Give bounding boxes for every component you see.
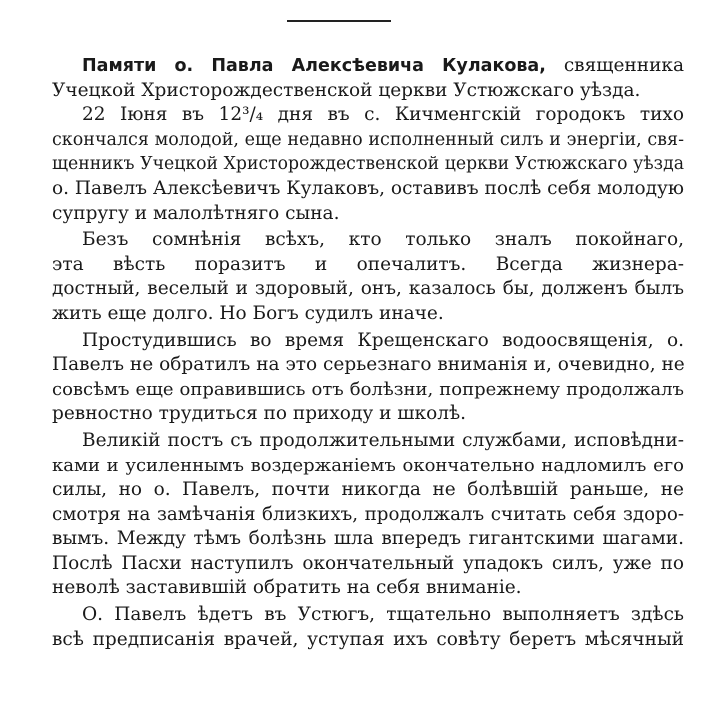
paragraph-line: Послѣ Пасхи наступилъ окончательный упадокъ силъ, уже по xyxy=(52,552,684,574)
paragraph-line: достный, веселый и здоровый, онъ, казалось бы, долженъ былъ xyxy=(52,278,684,300)
paragraph-1 xyxy=(52,103,684,226)
paragraph-line: О. Павелъ ѣдетъ въ Устюгъ, тщательно выполняетъ здѣсь xyxy=(82,604,684,626)
paragraph-line: Простудившись во время Крещенскаго водоосвященія, о. xyxy=(82,329,684,351)
paragraph-line: вымъ. Между тѣмъ болѣзнь шла впередъ гигантскими шагами. xyxy=(52,528,684,550)
paragraph-line: смотря на замѣчанія близкихъ, продолжалъ считать себя здоро- xyxy=(52,503,684,525)
paragraph-5 xyxy=(52,603,684,652)
paragraph-line: скончался молодой, еще недавно исполненный силъ и энергіи, свя- xyxy=(52,129,684,150)
paragraph-line: Безъ сомнѣнія всѣхъ, кто только зналъ покойнаго, xyxy=(82,229,684,251)
paragraph-line: о. Павелъ Алексѣевичъ Кулаковъ, оставивъ послѣ себя молодую xyxy=(52,177,684,199)
paragraph-line: совсѣмъ еще оправившись отъ болѣзни, попрежнему продолжалъ xyxy=(52,378,684,400)
paragraph-line: Великій постъ съ продолжительными службами, исповѣдни- xyxy=(82,429,684,451)
paragraph-line: Павелъ не обратилъ на это серьезнаго вниманія и, очевидно, не xyxy=(52,354,685,376)
paragraph-3 xyxy=(52,329,684,427)
paragraph-line: жить еще долго. Но Богъ судилъ иначе. xyxy=(52,302,444,324)
paragraph-line: всѣ предписанія врачей, уступая ихъ совѣту беретъ мѣсячный xyxy=(52,628,684,650)
paragraph-line: неволѣ заставившій обратить на себя вниманіе. xyxy=(52,577,522,599)
article-title-name: Памяти о. Павла Алексѣевича Кулакова, xyxy=(82,56,546,76)
paragraph-line: щенникъ Учецкой Христорождественской церкви Устюжскаго уѣзда xyxy=(52,154,684,175)
article-title-line-2: Учецкой Христорождественской церкви Устюжскаго уѣзда. xyxy=(52,79,641,101)
paragraph-line: ревностно трудиться по приходу и школѣ. xyxy=(52,403,467,425)
paragraph-line: эта вѣсть поразитъ и опечалитъ. Всегда жизнера- xyxy=(52,253,684,275)
paragraph-2 xyxy=(52,228,684,326)
paragraph-line: супругу и малолѣтняго сына. xyxy=(52,202,340,224)
paragraph-line: 22 Іюня въ 12³/₄ дня въ с. Кичменгскій городокъ тихо xyxy=(82,104,684,126)
paragraph-line: силы, но о. Павелъ, почти никогда не болѣвшій раньше, не xyxy=(52,479,684,501)
separator-rule xyxy=(287,20,391,22)
article-body xyxy=(52,54,684,652)
article-title-line-1 xyxy=(52,54,684,79)
article-title-rest: священника xyxy=(563,55,684,76)
paragraph-line: ками и усиленнымъ воздержаніемъ окончательно надломилъ его xyxy=(52,454,684,476)
paragraph-4 xyxy=(52,429,684,601)
